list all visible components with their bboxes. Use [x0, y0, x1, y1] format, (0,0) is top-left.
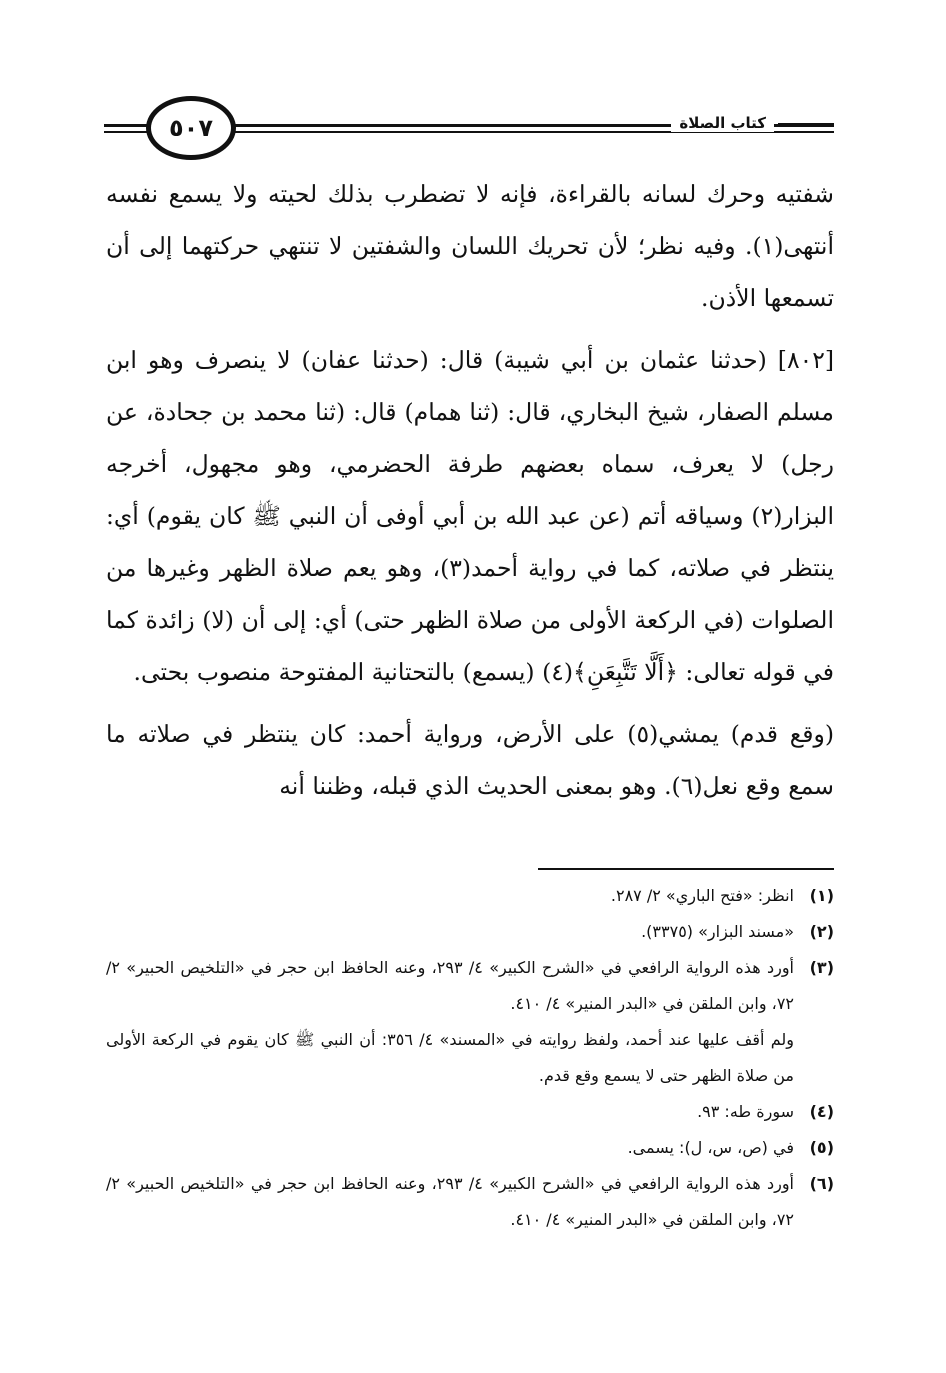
footnotes [106, 878, 834, 1238]
footnote-text: انظر: «فتح الباري» ٢/ ٢٨٧. [610, 886, 794, 905]
footnote-number: (٦) [809, 1174, 834, 1193]
footnote-text: أورد هذه الرواية الرافعي في «الشرح الكبير» ٤/ ٢٩٣، وعنه الحافظ ابن حجر في «التلخيص الحبير» ٢/ ٧٢، وابن الملقن في «البدر المنير» ٤/ ٤١٠. [106, 958, 794, 1013]
footnote-item [106, 950, 834, 1022]
page-header [104, 96, 834, 166]
footnote-text: سورة طه: ٩٣. [697, 1102, 794, 1121]
footnote-item [106, 1130, 834, 1166]
footnote-text: في (ص، س، ل): يسمى. [627, 1138, 794, 1157]
footnote-number [794, 1022, 834, 1094]
book-title: كتاب الصلاة [671, 114, 774, 132]
footnote-text: أورد هذه الرواية الرافعي في «الشرح الكبير» ٤/ ٢٩٣، وعنه الحافظ ابن حجر في «التلخيص الحبير» ٢/ ٧٢، وابن الملقن في «البدر المنير» ٤/ ٤١٠. [106, 1174, 794, 1229]
footnote-number: (٢) [809, 922, 834, 941]
footnote-item [106, 914, 834, 950]
title-ornament [778, 123, 834, 133]
footnote-separator [538, 868, 834, 870]
footnote-number: (١) [809, 886, 834, 905]
footnote-text: «مسند البزار» (٣٣٧٥). [641, 922, 794, 941]
main-text [106, 168, 834, 812]
footnote-item-continued [106, 1022, 834, 1094]
footnote-item [106, 1166, 834, 1238]
paragraph-1: شفتيه وحرك لسانه بالقراءة، فإنه لا تضطرب بذلك لحيته ولا يسمع نفسه أنتهى(١). وفيه نظر؛ لأن تحريك اللسان والشفتين لا تنتهي حركتهما إلى أن تسمعها الأذن. [106, 180, 834, 312]
footnote-number: (٤) [809, 1102, 834, 1121]
footnote-number: (٥) [809, 1138, 834, 1157]
footnote-item [106, 1094, 834, 1130]
footnote-number: (٣) [809, 958, 834, 977]
paragraph-2: [٨٠٢] (حدثنا عثمان بن أبي شيبة) قال: (حدثنا عفان) لا ينصرف وهو ابن مسلم الصفار، شيخ البخاري، قال: (ثنا همام) قال: (ثنا محمد بن جحادة، عن رجل) لا يعرف، سماه بعضهم طرفة الحضرمي، وهو مجهول، أخرجه البزار(٢) وسياقه أتم (عن عبد الله بن أبي أوفى أن النبي ﷺ كان يقوم) أي: ينتظر في صلاته، كما في رواية أحمد(٣)، وهو يعم صلاة الظهر وغيرها من الصلوات (في الركعة الأولى من صلاة الظهر حتى) أي: إلى أن (لا) زائدة كما في قوله تعالى: ﴿أَلَّا تَتَّبِعَنِ﴾(٤) (يسمع) بالتحتانية المفتوحة منصوب بحتى. [106, 346, 835, 686]
footnote-item [106, 878, 834, 914]
paragraph-3: (وقع قدم) يمشي(٥) على الأرض، ورواية أحمد: كان ينتظر في صلاته ما سمع وقع نعل(٦). وهو بمعنى الحديث الذي قبله، وظننا أنه [106, 720, 834, 800]
page-number: ٥٠٧ [146, 96, 236, 160]
footnote-text: ولم أقف عليها عند أحمد، ولفظ روايته في «المسند» ٤/ ٣٥٦: أن النبي ﷺ كان يقوم في الركعة الأولى من صلاة الظهر حتى لا يسمع وقع قدم. [106, 1030, 794, 1085]
